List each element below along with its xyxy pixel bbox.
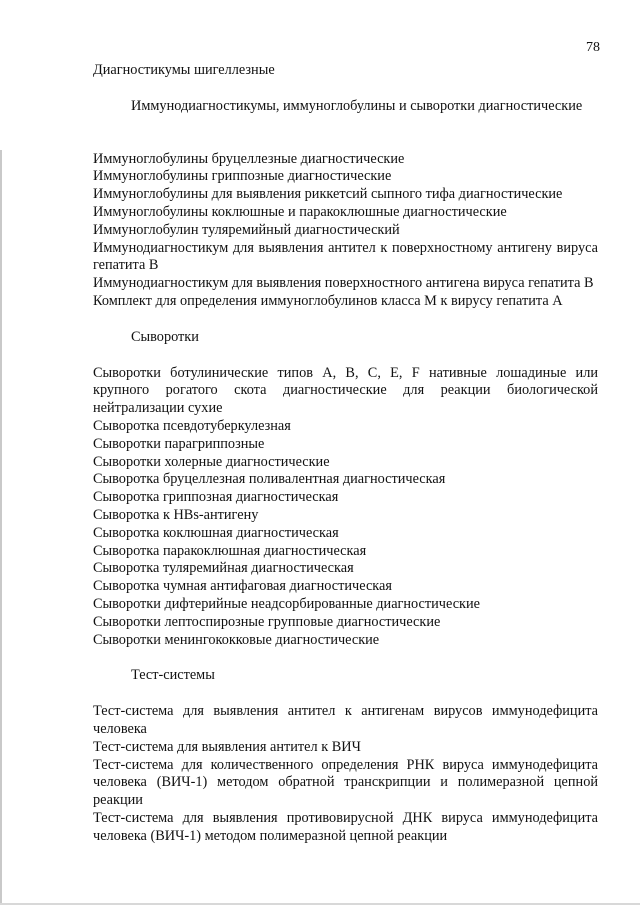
list-item: Сыворотки ботулинические типов А, В, С, Е, F нативные лошадиные или крупного рогатого скота диагностические для реакции биологической нейтрализации сухие: [93, 364, 598, 417]
immuno-list: [93, 151, 598, 311]
list-item: Сыворотка туляремийная диагностическая: [93, 560, 354, 577]
list-item: Иммуноглобулины бруцеллезные диагностические: [93, 150, 405, 167]
list-item: Тест-система для выявления антител к ВИЧ: [93, 738, 361, 755]
tests-list: [93, 703, 598, 845]
list-item: Иммуноглобулины для выявления риккетсий сыпного тифа диагностические: [93, 186, 563, 203]
list-item: Комплект для определения иммуноглобулинов класса М к вирусу гепатита А: [93, 292, 563, 309]
list-item: Сыворотки парагриппозные: [93, 435, 265, 452]
top-line: Диагностикумы шигеллезные: [93, 62, 275, 78]
scan-edge-left: [0, 150, 2, 905]
list-item: Сыворотка псевдотуберкулезная: [93, 417, 291, 434]
heading-immunodiagnosticums: Иммунодиагностикумы, иммуноглобулины и сыворотки диагностические: [131, 97, 583, 114]
list-item: Сыворотка гриппозная диагностическая: [93, 489, 339, 506]
list-item: Иммуноглобулины коклюшные и паракоклюшные диагностические: [93, 203, 507, 220]
list-item: Тест-система для выявления антител к антигенам вирусов иммунодефицита человека: [93, 703, 598, 737]
document-body: [93, 62, 598, 845]
heading-test-systems: Тест-системы: [131, 667, 215, 684]
list-item: Сыворотка паракоклюшная диагностическая: [93, 542, 367, 559]
list-item: Тест-система для выявления противовирусной ДНК вируса иммунодефицита человека (ВИЧ-1) методом полимеразной цепной реакции: [93, 809, 598, 844]
list-item: Сыворотки холерные диагностические: [93, 453, 330, 470]
list-item: Иммуноглобулины гриппозные диагностические: [93, 168, 392, 185]
list-item: Сыворотка к HBs-антигену: [93, 506, 259, 523]
list-item: Сыворотки лептоспирозные групповые диагностические: [93, 613, 441, 630]
list-item: Сыворотки дифтерийные неадсорбированные диагностические: [93, 595, 480, 612]
list-item: Сыворотка чумная антифаговая диагностическая: [93, 578, 392, 595]
list-item: Иммуноглобулин туляремийный диагностический: [93, 221, 400, 238]
sera-list: [93, 365, 598, 650]
heading-sera: Сыворотки: [131, 328, 199, 345]
list-item: Сыворотка бруцеллезная поливалентная диагностическая: [93, 471, 446, 488]
list-item: Иммунодиагностикум для выявления поверхностного антигена вируса гепатита В: [93, 275, 594, 292]
page-number: 78: [586, 40, 600, 55]
list-item: Сыворотки менингококковые диагностические: [93, 631, 380, 648]
list-item: Сыворотка коклюшная диагностическая: [93, 524, 339, 541]
list-item: Иммунодиагностикум для выявления антител к поверхностному антигену вируса гепатита В: [93, 239, 598, 274]
list-item: Тест-система для количественного определения РНК вируса иммунодефицита человека (ВИЧ-1) методом обратной транскрипции и полимеразной цепной реакции: [93, 756, 598, 809]
